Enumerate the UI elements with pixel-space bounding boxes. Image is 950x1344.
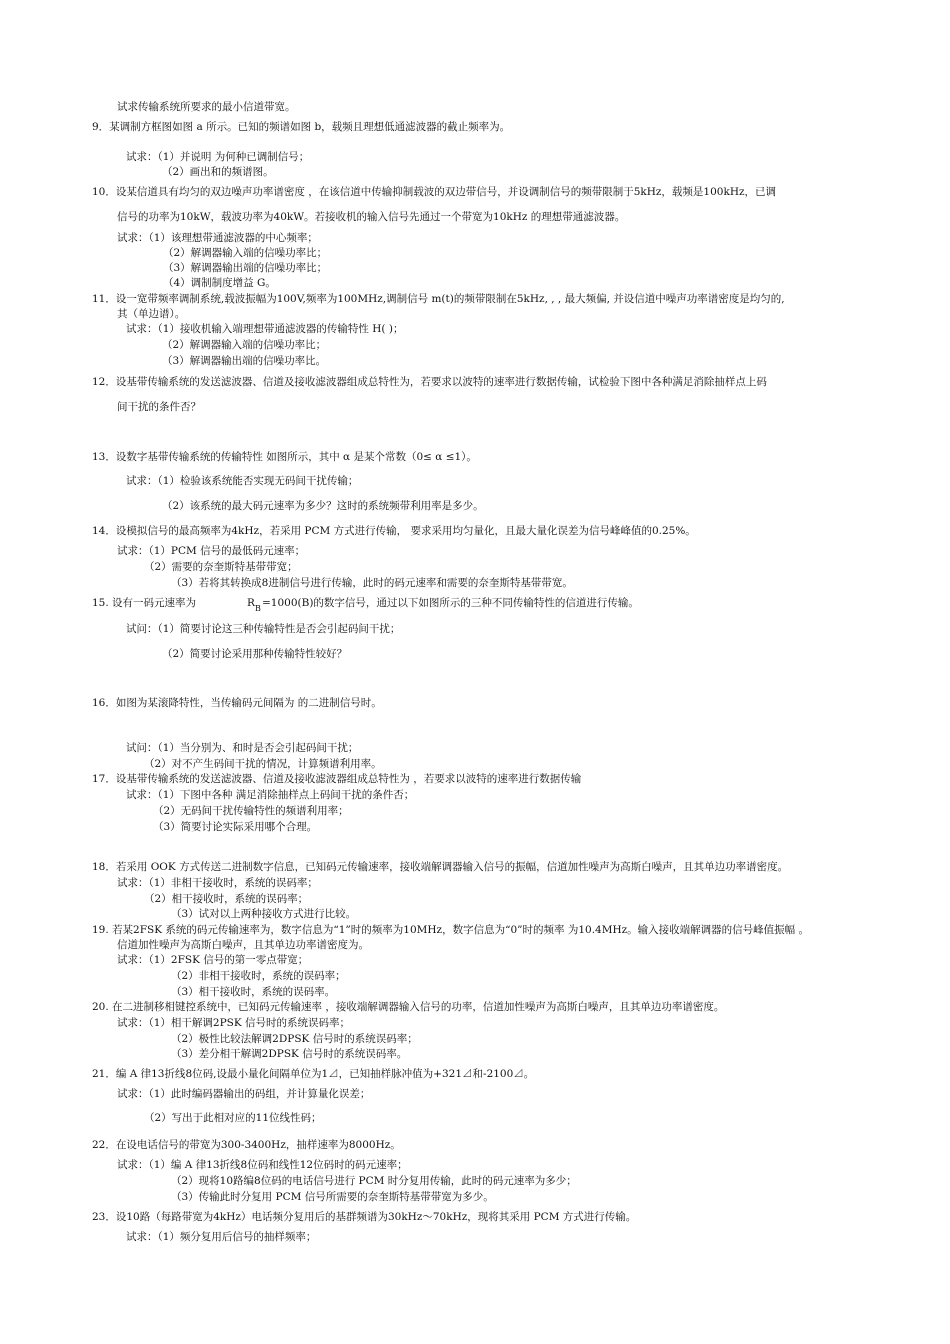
text-line: （3）差分相干解调2DPSK 信号时的系统误码率。 — [171, 1048, 408, 1060]
text-line: 22．在设电话信号的带宽为300-3400Hz，抽样速率为8000Hz。 — [92, 1139, 401, 1151]
text-line: （2）需要的奈奎斯特基带带宽； — [144, 561, 298, 573]
text-line: （2）非相干接收时，系统的误码率； — [171, 970, 346, 982]
text-line: （3）试对以上两种接收方式进行比较。 — [171, 908, 357, 920]
text-line: 11．设一宽带频率调制系统,载波振幅为100V,频率为100MHz,调制信号 m(t)的频带限制在5kHz, , , 最大频偏, 并设信道中噪声功率谱密度是均匀的, — [92, 293, 785, 305]
text-line: 16．如图为某滚降特性，当传输码元间隔为 的二进制信号时。 — [92, 697, 382, 709]
text-line: 17．设基带传输系统的发送滤波器、信道及接收滤波器组成总特性为 ，若要求以波特的速率进行数据传输 — [92, 773, 582, 785]
text-line: R — [247, 597, 255, 609]
text-line: 15. 设有一码元速率为 — [92, 597, 197, 609]
text-line: 20. 在二进制移相键控系统中，已知码元传输速率 ，接收端解调器输入信号的功率，信道加性噪声为高斯白噪声，且其单边功率谱密度。 — [92, 1001, 725, 1013]
text-line: （2）无码间干扰传输特性的频谱利用率； — [153, 805, 349, 817]
text-line: （3）简要讨论实际采用哪个合理。 — [153, 821, 318, 833]
text-line: （2）现将10路编8位码的电话信号进行 PCM 时分复用传输，此时的码元速率为多少； — [171, 1175, 577, 1187]
text-line: 试求：（1）此时编码器输出的码组，并计算量化误差； — [117, 1088, 371, 1100]
text-line: （3）解调器输出端的信噪功率比； — [163, 262, 328, 274]
text-line: =1000(B)的数字信号，通过以下如图所示的三种不同传输特性的信道进行传输。 — [262, 597, 639, 609]
text-line: （3）传输此时分复用 PCM 信号所需要的奈奎斯特基带带宽为多少。 — [171, 1191, 494, 1203]
text-line: （2）极性比较法解调2DPSK 信号时的系统误码率； — [171, 1033, 418, 1045]
text-line: 14．设模拟信号的最高频率为4kHz，若采用 PCM 方式进行传输， 要求采用均匀量化，且最大量化误差为信号峰峰值的0.25%。 — [92, 525, 696, 537]
text-line: B — [255, 604, 261, 613]
text-line: 23．设10路（每路带宽为4kHz）电话频分复用后的基群频谱为30kHz～70kHz，现将其采用 PCM 方式进行传输。 — [92, 1211, 637, 1223]
text-line: （2）画出和的频谱图。 — [162, 166, 274, 178]
text-line: （2）简要讨论采用那种传输特性较好？ — [162, 648, 348, 660]
text-line: 试问：（1）当分别为、和时是否会引起码间干扰； — [126, 742, 359, 754]
text-line: 试求：（1）下图中各种 满足消除抽样点上码间干扰的条件否； — [126, 789, 415, 801]
text-line: 试求：（1）编 A 律13折线8位码和线性12位码时的码元速率； — [117, 1159, 408, 1171]
text-line: 12．设基带传输系统的发送滤波器、信道及接收滤波器组成总特性为，若要求以波特的速率进行数据传输，试检验下图中各种满足消除抽样点上码 — [92, 376, 767, 388]
text-line: （4）调制制度增益 G。 — [163, 277, 276, 289]
text-line: （2）解调器输入端的信噪功率比； — [162, 339, 327, 351]
text-line: （2）解调器输入端的信噪功率比； — [163, 247, 328, 259]
text-line: 试求：（1）接收机输入端理想带通滤波器的传输特性 H( )； — [126, 323, 404, 335]
text-line: 试求：（1）2FSK 信号的第一零点带宽； — [117, 954, 309, 966]
text-line: （2）相干接收时，系统的误码率； — [144, 893, 309, 905]
text-line: 试求：（1）并说明 为何种已调制信号； — [126, 151, 310, 163]
text-line: 试求：（1）非相干接收时，系统的误码率； — [117, 877, 318, 889]
text-line: （2）该系统的最大码元速率为多少？这时的系统频带利用率是多少。 — [162, 500, 484, 512]
text-line: 间干扰的条件否？ — [117, 401, 201, 413]
text-line: 其（单边谱）。 — [117, 308, 186, 320]
text-line: 18．若采用 OOK 方式传送二进制数字信息，已知码元传输速率，接收端解调器输入信号的振幅，信道加性噪声为高斯白噪声，且其单边功率谱密度。 — [92, 861, 789, 873]
text-line: 信道加性噪声为高斯白噪声，且其单边功率谱密度为。 — [117, 939, 369, 951]
text-line: 19. 若某2FSK 系统的码元传输速率为，数字信息为“1”时的频率为10MHz，数字信息为“0”时的频率 为10.4MHz。输入接收端解调器的信号峰值振幅 。 — [92, 924, 810, 936]
text-line: 试求：（1）PCM 信号的最低码元速率； — [117, 545, 306, 557]
text-line: 信号的功率为10kW，载波功率为40kW。若接收机的输入信号先通过一个带宽为10kHz 的理想带通滤波器。 — [117, 211, 626, 223]
text-line: （2）对不产生码间干扰的情况，计算频谱利用率。 — [144, 758, 382, 770]
text-line: 10．设某信道具有均匀的双边噪声功率谱密度 ，在该信道中传输抑制载波的双边带信号，并设调制信号的频带限制于5kHz，载频是100kHz，已调 — [92, 186, 777, 198]
text-line: 13．设数字基带传输系统的传输特性 如图所示，其中 α 是某个常数（0≤ α ≤1）。 — [92, 451, 477, 463]
text-line: 试求：（1）相干解调2PSK 信号时的系统误码率； — [117, 1017, 351, 1029]
text-line: 21．编 A 律13折线8位码,设最小量化间隔单位为1⊿，已知抽样脉冲值为+321⊿和-2100⊿。 — [92, 1068, 535, 1080]
text-line: 试求：（1）检验该系统能否实现无码间干扰传输； — [126, 475, 359, 487]
text-line: 试求：（1）频分复用后信号的抽样频率； — [126, 1231, 317, 1243]
text-line: （3）解调器输出端的信噪功率比。 — [162, 355, 327, 367]
text-line: 试求：（1）该理想带通滤波器的中心频率； — [117, 232, 318, 244]
text-line: 9．某调制方框图如图 a 所示。已知的频谱如图 b，载频且理想低通滤波器的截止频率为。 — [92, 121, 511, 133]
text-line: （3）相干接收时，系统的误码率。 — [171, 986, 336, 998]
text-line: 试问：（1）简要讨论这三种传输特性是否会引起码间干扰； — [126, 623, 401, 635]
text-line: （3）若将其转换成8进制信号进行传输，此时的码元速率和需要的奈奎斯特基带带宽。 — [171, 577, 573, 589]
text-line: （2）写出于此相对应的11位线性码； — [144, 1112, 322, 1124]
text-line: 试求传输系统所要求的最小信道带宽。 — [117, 101, 296, 113]
